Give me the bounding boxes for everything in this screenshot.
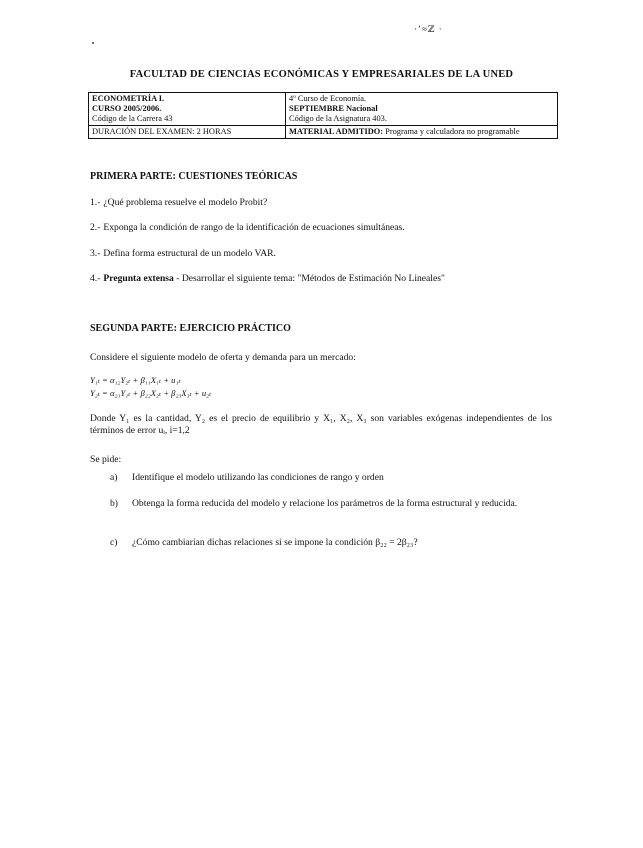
question-number: 1.- bbox=[90, 197, 101, 208]
duration-cell bbox=[89, 126, 286, 139]
question-3 bbox=[90, 248, 276, 259]
question-4 bbox=[90, 273, 445, 284]
part1-title: PRIMERA PARTE: CUESTIONES TEÓRICAS bbox=[90, 171, 298, 182]
equation-2: Y₂ₜ = α₂₁Y₁ₜ + β₂₂X₂ₜ + β₂₃X₃ₜ + u₂ₜ bbox=[90, 388, 212, 398]
faculty-title: FACULTAD DE CIENCIAS ECONÓMICAS Y EMPRESARIALES DE LA UNED bbox=[129, 69, 514, 80]
material-value: Programa y calculadora no programable bbox=[383, 127, 520, 136]
exam-header-table bbox=[88, 92, 558, 139]
question-text: Exponga la condición de rango de la identificación de ecuaciones simultáneas. bbox=[103, 222, 405, 233]
subject-info-cell bbox=[286, 93, 558, 126]
course-year: CURSO 2005/2006. bbox=[92, 104, 162, 113]
task-text: Identifique el modelo utilizando las condiciones de rango y orden bbox=[132, 472, 384, 483]
task-letter: b) bbox=[110, 498, 118, 509]
exam-duration: DURACIÓN DEL EXAMEN: 2 HORAS bbox=[92, 127, 232, 136]
material-label: MATERIAL ADMITIDO: bbox=[289, 127, 384, 136]
task-letter: a) bbox=[110, 472, 118, 483]
equation-1: Y₁ₜ = α₁₂Y₂ₜ + β₁₁X₁ₜ + u₁ₜ bbox=[90, 375, 181, 385]
question-text: Defina forma estructural de un modelo VAR. bbox=[103, 248, 276, 259]
question-number: 4.- bbox=[90, 273, 101, 284]
asked-label: Se pide: bbox=[90, 454, 122, 465]
subject-name: ECONOMETRÍA I. bbox=[92, 94, 165, 103]
question-bold-prefix: Pregunta extensa bbox=[103, 273, 174, 284]
career-code: Código de la Carrera 43 bbox=[92, 114, 173, 123]
course-level: 4º Curso de Economía. bbox=[289, 94, 367, 103]
material-cell bbox=[286, 126, 558, 139]
question-number: 3.- bbox=[90, 248, 101, 259]
exercise-intro: Considere el siguiente modelo de oferta y demanda para un mercado: bbox=[90, 352, 356, 363]
variable-definition: Donde Y₁ es la cantidad, Y₂ es el precio de equilibrio y X₁, X₂, X₃ son variables exógenas independientes de los términos de error uᵢ, i=1,2 bbox=[90, 413, 552, 436]
question-2 bbox=[90, 222, 405, 233]
subject-code: Código de la Asignatura 403. bbox=[289, 114, 387, 123]
task-text: Obtenga la forma reducida del modelo y relacione los parámetros de la forma estructural y reducida. bbox=[132, 498, 518, 509]
question-1 bbox=[90, 197, 267, 208]
question-number: 2.- bbox=[90, 222, 101, 233]
task-letter: c) bbox=[110, 537, 118, 548]
task-text: ¿Cómo cambiarían dichas relaciones si se impone la condición β₂₂ = 2β₂₃? bbox=[132, 537, 418, 548]
part2-title: SEGUNDA PARTE: EJERCICIO PRÁCTICO bbox=[90, 323, 291, 334]
scan-dot bbox=[92, 42, 94, 44]
exam-session: SEPTIEMBRE Nacional bbox=[289, 104, 378, 113]
course-info-cell bbox=[89, 93, 286, 126]
scan-mark: ·ʼ≈ℤ · bbox=[414, 24, 443, 34]
question-text: - Desarrollar el siguiente tema: "Métodos de Estimación No Lineales" bbox=[173, 273, 445, 284]
question-text: ¿Qué problema resuelve el modelo Probit? bbox=[103, 197, 268, 208]
